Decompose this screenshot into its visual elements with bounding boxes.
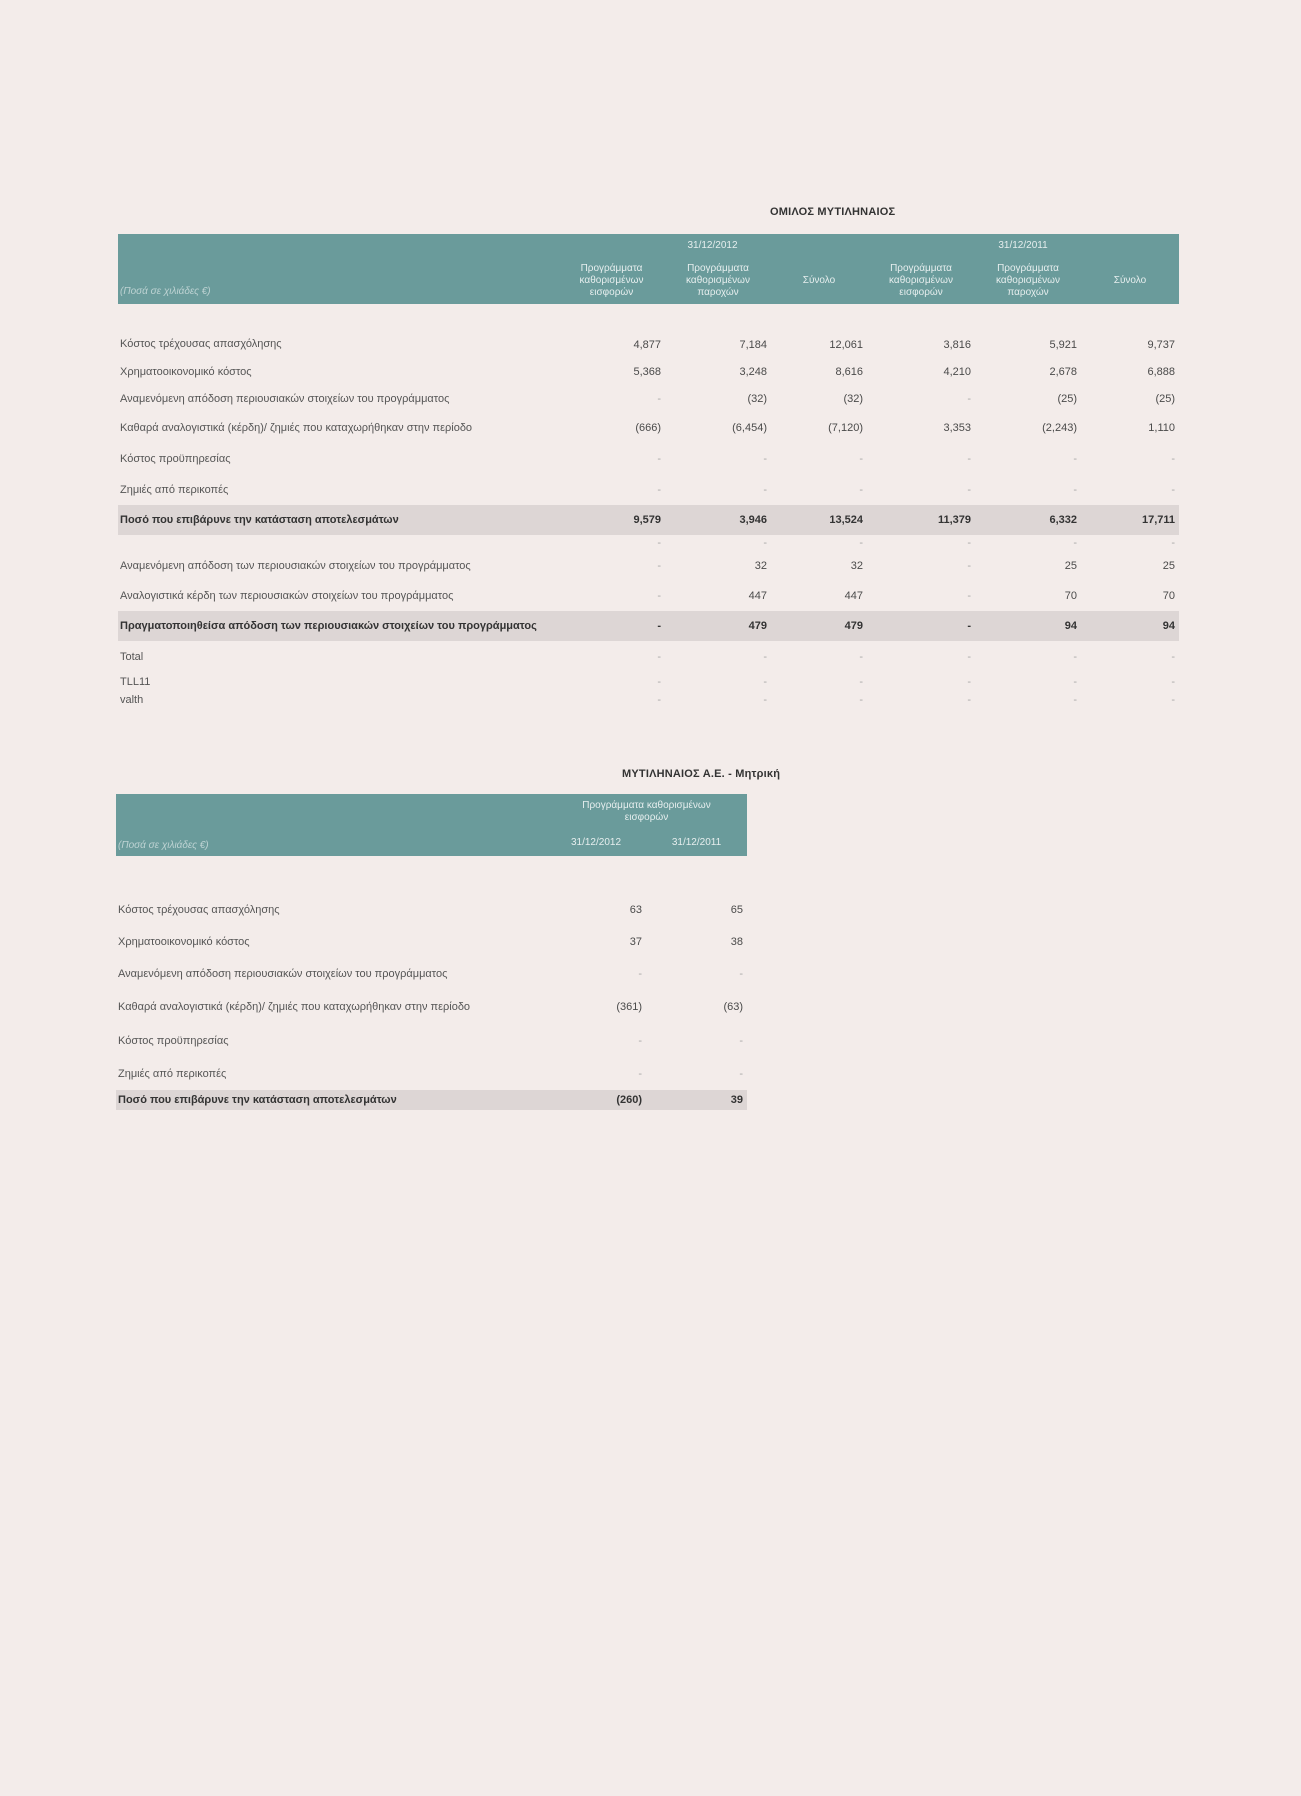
cell-value: 6,332: [975, 505, 1081, 535]
period-header-2011: 31/12/2011: [998, 240, 1048, 251]
cell-value: -: [1073, 651, 1077, 663]
cell-value: -: [967, 537, 971, 549]
period-header-2012: 31/12/2012: [570, 837, 622, 848]
table-row: [118, 641, 1179, 673]
table-row: [118, 330, 1179, 359]
cell-value: (260): [546, 1090, 646, 1110]
table-row: [116, 958, 747, 990]
cell-value: -: [1073, 537, 1077, 549]
cell-value: 70: [1064, 590, 1077, 602]
table-row: [118, 413, 1179, 443]
cell-value: -: [657, 651, 661, 663]
cell-value: 1,110: [1148, 422, 1175, 434]
cell-value: (63): [723, 1001, 743, 1013]
table-row: [118, 673, 1179, 691]
cell-value: (6,454): [732, 422, 767, 434]
row-label: valth: [120, 693, 144, 706]
cell-value: -: [657, 590, 661, 602]
cell-value: -: [739, 1068, 743, 1080]
cell-value: -: [859, 484, 863, 496]
cell-value: -: [1171, 694, 1175, 706]
cell-value: -: [763, 537, 767, 549]
cell-value: -: [967, 453, 971, 465]
cell-value: -: [1171, 676, 1175, 688]
group-title: ΟΜΙΛΟΣ ΜΥΤΙΛΗΝΑΙΟΣ: [770, 206, 896, 218]
cell-value: -: [967, 651, 971, 663]
table-row: [116, 926, 747, 958]
cell-value: -: [859, 676, 863, 688]
cell-value: -: [657, 694, 661, 706]
cell-value: -: [967, 590, 971, 602]
cell-value: (32): [747, 393, 767, 405]
table-row: [116, 1058, 747, 1090]
table-row: [116, 894, 747, 926]
table-row: [118, 385, 1179, 413]
period-header-2012: 31/12/2012: [687, 240, 738, 251]
cell-value: (25): [1155, 393, 1175, 405]
cell-value: 39: [646, 1090, 747, 1110]
cell-value: 479: [771, 611, 867, 641]
row-label: Χρηματοοικονομικό κόστος: [120, 365, 252, 378]
cell-value: -: [867, 611, 975, 641]
cell-value: -: [1171, 484, 1175, 496]
table-row: [116, 1024, 747, 1058]
cell-value: 12,061: [829, 338, 863, 351]
cell-value: -: [1171, 453, 1175, 465]
column-header: Προγράμματα καθορισμένων παροχών: [686, 263, 750, 298]
cell-value: -: [1073, 676, 1077, 688]
row-label: Κόστος τρέχουσας απασχόλησης: [120, 338, 282, 350]
cell-value: -: [638, 1035, 642, 1047]
cell-value: 17,711: [1081, 505, 1179, 535]
cell-value: 25: [1064, 560, 1077, 572]
cell-value: -: [1171, 537, 1175, 549]
table-row: [118, 535, 1179, 551]
cell-value: 4,877: [633, 338, 661, 351]
cell-value: -: [1073, 484, 1077, 496]
row-label: TLL11: [120, 675, 151, 688]
table-row: [118, 505, 1179, 535]
cell-value: -: [859, 453, 863, 465]
row-label: Ποσό που επιβάρυνε την κατάσταση αποτελεσμάτων: [118, 505, 558, 535]
cell-value: -: [763, 651, 767, 663]
row-label: Ζημιές από περικοπές: [120, 483, 229, 496]
cell-value: 32: [850, 560, 863, 572]
row-label: Ποσό που επιβάρυνε την κατάσταση αποτελεσμάτων: [116, 1090, 546, 1110]
cell-value: 9,737: [1147, 338, 1175, 351]
cell-value: 447: [748, 590, 767, 602]
unit-label: (Ποσά σε χιλιάδες €): [120, 286, 211, 297]
row-label: Total: [120, 650, 144, 663]
row-label: Αναμενόμενη απόδοση των περιουσιακών στοιχείων του προγράμματος: [120, 559, 471, 572]
cell-value: -: [657, 560, 661, 572]
table-row: [116, 990, 747, 1024]
row-label: Καθαρά αναλογιστικά (κέρδη)/ ζημιές που καταχωρήθηκαν στην περίοδο: [120, 421, 473, 434]
cell-value: 38: [730, 936, 743, 948]
table-row: [118, 551, 1179, 581]
cell-value: -: [967, 676, 971, 688]
cell-value: 3,353: [943, 422, 971, 434]
cell-value: -: [657, 453, 661, 465]
cell-value: 70: [1162, 590, 1175, 602]
cell-value: -: [859, 694, 863, 706]
cell-value: -: [657, 537, 661, 549]
column-header: Προγράμματα καθορισμένων παροχών: [996, 263, 1060, 298]
table-row: [118, 359, 1179, 385]
cell-value: -: [657, 676, 661, 688]
cell-value: 63: [629, 904, 642, 916]
cell-value: -: [558, 611, 665, 641]
cell-value: -: [967, 393, 971, 405]
cell-value: -: [1171, 651, 1175, 663]
parent-group-header: Προγράμματα καθορισμένων εισφορών: [582, 800, 711, 823]
cell-value: 5,921: [1049, 338, 1077, 351]
cell-value: 32: [754, 560, 767, 572]
cell-value: (361): [616, 1001, 642, 1013]
column-header: Σύνολο: [802, 275, 836, 286]
cell-value: 37: [629, 936, 642, 948]
table-row: [118, 443, 1179, 475]
cell-value: 3,816: [943, 338, 971, 351]
cell-value: 13,524: [771, 505, 867, 535]
cell-value: -: [763, 676, 767, 688]
cell-value: -: [657, 484, 661, 496]
parent-title: ΜΥΤΙΛΗΝΑΙΟΣ Α.Ε. - Μητρική: [622, 768, 781, 780]
cell-value: (666): [635, 422, 661, 434]
cell-value: 8,616: [835, 366, 863, 378]
period-header-2011: 31/12/2011: [671, 837, 722, 848]
cell-value: -: [1073, 694, 1077, 706]
cell-value: -: [763, 453, 767, 465]
cell-value: (7,120): [828, 422, 863, 434]
cell-value: -: [763, 484, 767, 496]
table-row: [116, 1090, 747, 1110]
cell-value: -: [763, 694, 767, 706]
cell-value: 6,888: [1147, 366, 1175, 378]
column-header: Προγράμματα καθορισμένων εισφορών: [579, 263, 644, 298]
cell-value: 2,678: [1049, 366, 1077, 378]
cell-value: 9,579: [558, 505, 665, 535]
cell-value: 3,248: [739, 366, 767, 378]
row-label: Αναλογιστικά κέρδη των περιουσιακών στοιχείων του προγράμματος: [120, 589, 454, 602]
parent-pension-table: [116, 794, 747, 1110]
row-label: Αναμενόμενη απόδοση περιουσιακών στοιχείων του προγράμματος: [120, 392, 450, 405]
cell-value: -: [859, 651, 863, 663]
unit-label: (Ποσά σε χιλιάδες €): [118, 840, 209, 851]
group-pension-table: [118, 234, 1179, 709]
cell-value: 94: [975, 611, 1081, 641]
cell-value: 5,368: [633, 366, 661, 378]
cell-value: 3,946: [665, 505, 771, 535]
row-label: Καθαρά αναλογιστικά (κέρδη)/ ζημιές που καταχωρήθηκαν στην περίοδο: [118, 1000, 471, 1013]
table-row: [118, 611, 1179, 641]
row-label: Πραγματοποιηθείσα απόδοση των περιουσιακών στοιχείων του προγράμματος: [118, 611, 558, 641]
cell-value: -: [638, 968, 642, 980]
table-row: [118, 581, 1179, 611]
cell-value: -: [638, 1068, 642, 1080]
cell-value: 4,210: [943, 366, 971, 378]
row-label: Κόστος προϋπηρεσίας: [118, 1034, 229, 1047]
row-label: Χρηματοοικονομικό κόστος: [118, 935, 250, 948]
cell-value: -: [859, 537, 863, 549]
row-label: Κόστος προϋπηρεσίας: [120, 452, 231, 465]
cell-value: (25): [1057, 393, 1077, 405]
cell-value: -: [967, 694, 971, 706]
table-row: [118, 475, 1179, 505]
cell-value: (32): [843, 393, 863, 405]
cell-value: 7,184: [739, 338, 767, 351]
cell-value: -: [967, 484, 971, 496]
cell-value: 94: [1081, 611, 1179, 641]
cell-value: 479: [665, 611, 771, 641]
column-header: Προγράμματα καθορισμένων εισφορών: [889, 263, 953, 298]
cell-value: -: [657, 393, 661, 405]
cell-value: -: [1073, 453, 1077, 465]
cell-value: (2,243): [1042, 422, 1077, 434]
table-row: [118, 691, 1179, 709]
cell-value: 11,379: [867, 505, 975, 535]
row-label: Ζημιές από περικοπές: [118, 1067, 227, 1080]
cell-value: -: [739, 1035, 743, 1047]
row-label: Κόστος τρέχουσας απασχόλησης: [118, 903, 280, 916]
cell-value: 65: [730, 904, 743, 916]
row-label: Αναμενόμενη απόδοση περιουσιακών στοιχείων του προγράμματος: [118, 967, 448, 980]
cell-value: -: [739, 968, 743, 980]
cell-value: -: [967, 560, 971, 572]
row-label: [118, 535, 558, 551]
column-header: Σύνολο: [1113, 275, 1147, 286]
cell-value: 25: [1162, 560, 1175, 572]
cell-value: 447: [844, 590, 863, 602]
